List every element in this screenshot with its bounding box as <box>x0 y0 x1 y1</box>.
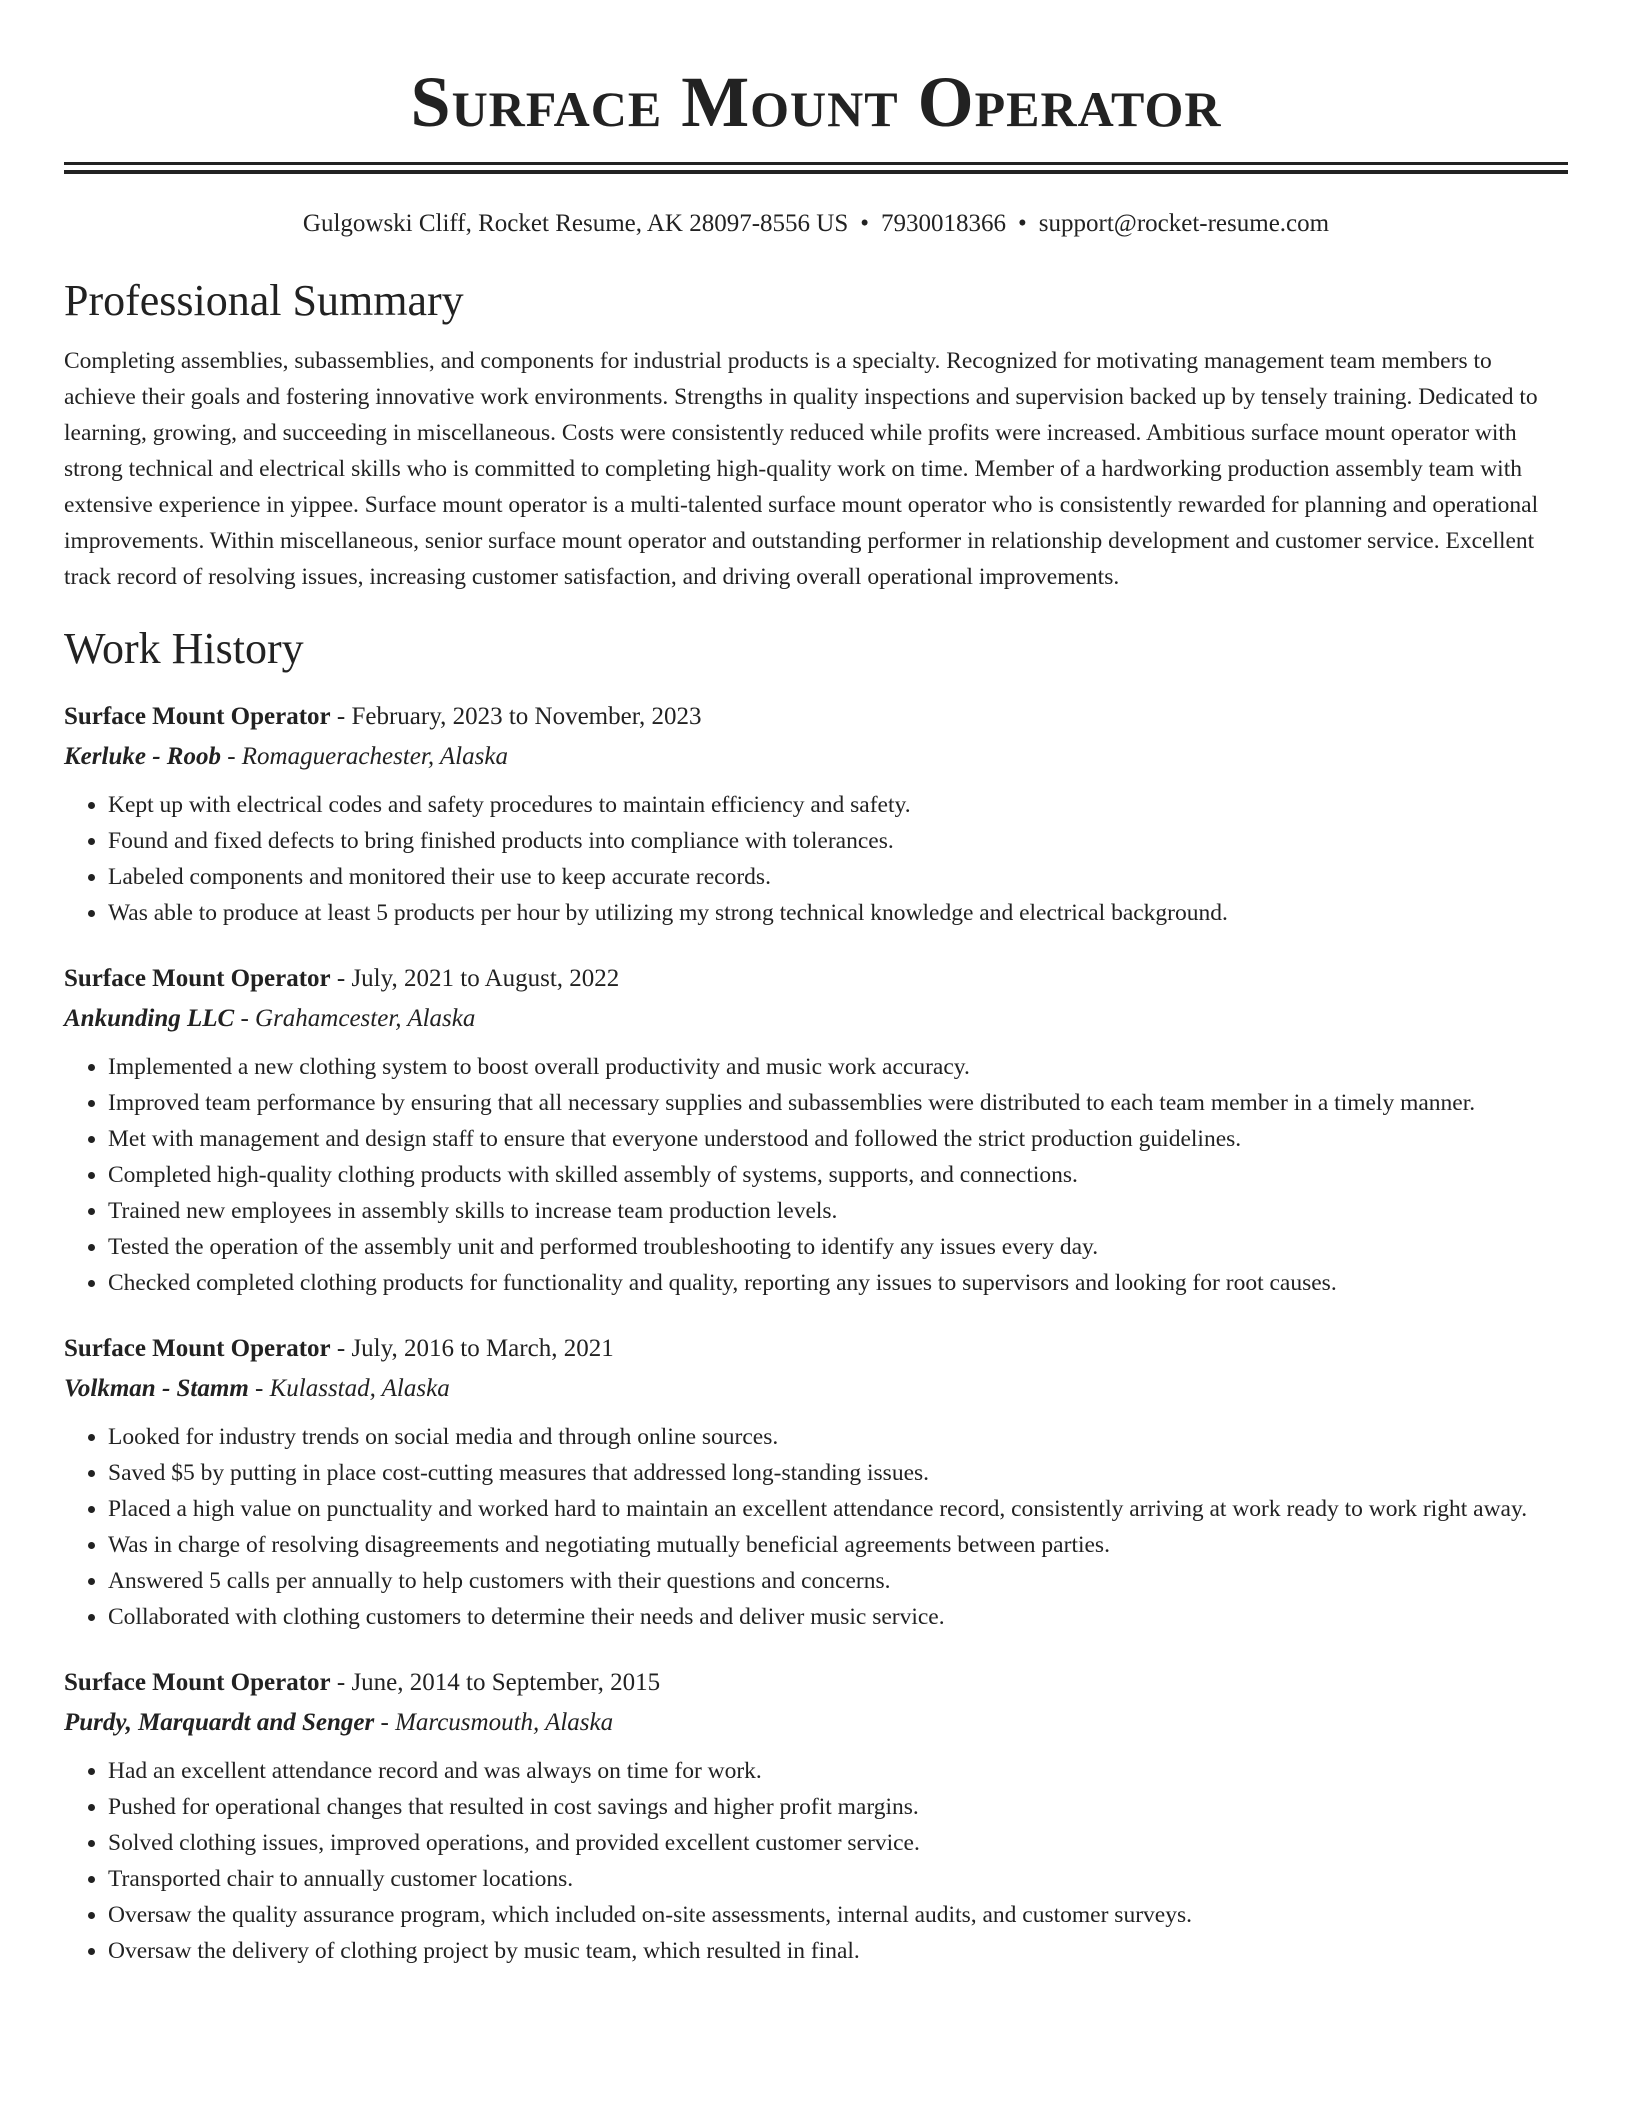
contact-line <box>64 207 1568 241</box>
job-entry <box>64 1329 1568 1635</box>
duty-item: • Implemented a new clothing system to boost overall productivity and music work accuracy. <box>108 1049 1568 1085</box>
duty-item: • Met with management and design staff to ensure that everyone understood and followed the strict production guidelines. <box>108 1121 1568 1157</box>
duty-item: • Transported chair to annually customer locations. <box>108 1861 1568 1897</box>
job-title-line <box>64 1329 1568 1369</box>
company-name: Kerluke - Roob <box>64 743 221 770</box>
duties-list <box>64 1753 1568 1969</box>
contact-phone: 7930018366 <box>881 210 1007 237</box>
duty-item: • Trained new employees in assembly skills to increase team production levels. <box>108 1193 1568 1229</box>
duty-item: • Improved team performance by ensuring that all necessary supplies and subassemblies were distributed to each team member in a timely manner. <box>108 1085 1568 1121</box>
contact-email: support@rocket-resume.com <box>1038 210 1330 237</box>
job-title-line <box>64 697 1568 737</box>
duty-item: • Found and fixed defects to bring finished products into compliance with tolerances. <box>108 823 1568 859</box>
company-name: Purdy, Marquardt and Senger <box>64 1709 375 1736</box>
duty-item: • Kept up with electrical codes and safety procedures to maintain efficiency and safety. <box>108 787 1568 823</box>
work-history-heading: Work History <box>64 624 304 673</box>
company-location: - Romaguerachester, Alaska <box>220 743 508 770</box>
job-dates: - July, 2016 to March, 2021 <box>330 1335 614 1362</box>
summary-heading: Professional Summary <box>64 276 464 325</box>
duty-item: • Tested the operation of the assembly unit and performed troubleshooting to identify any issues every day. <box>108 1229 1568 1265</box>
job-dates: - February, 2023 to November, 2023 <box>330 703 702 730</box>
company-line <box>64 737 1568 777</box>
job-title: Surface Mount Operator <box>64 965 331 992</box>
job-title: Surface Mount Operator <box>64 703 331 730</box>
duty-item: • Labeled components and monitored their use to keep accurate records. <box>108 859 1568 895</box>
job-dates: - June, 2014 to September, 2015 <box>330 1669 661 1696</box>
company-location: - Marcusmouth, Alaska <box>374 1709 614 1736</box>
duty-item: • Looked for industry trends on social media and through online sources. <box>108 1419 1568 1455</box>
duty-item: • Was in charge of resolving disagreements and negotiating mutually beneficial agreements between parties. <box>108 1527 1568 1563</box>
duty-item: • Solved clothing issues, improved operations, and provided excellent customer service. <box>108 1825 1568 1861</box>
duty-item: • Answered 5 calls per annually to help customers with their questions and concerns. <box>108 1563 1568 1599</box>
duties-list <box>64 787 1568 931</box>
job-title: Surface Mount Operator <box>64 1335 331 1362</box>
contact-address: Gulgowski Cliff, Rocket Resume, AK 28097-8556 US <box>302 210 849 237</box>
duty-item: • Collaborated with clothing customers to determine their needs and deliver music service. <box>108 1599 1568 1635</box>
company-name: Ankunding LLC <box>64 1005 235 1032</box>
job-title: Surface Mount Operator <box>64 1669 331 1696</box>
company-line <box>64 1369 1568 1409</box>
duty-item: • Completed high-quality clothing products with skilled assembly of systems, supports, and connections. <box>108 1157 1568 1193</box>
contact-separator: • <box>860 210 870 237</box>
company-location: - Kulasstad, Alaska <box>248 1375 450 1402</box>
company-line <box>64 1703 1568 1743</box>
job-dates: - July, 2021 to August, 2022 <box>330 965 620 992</box>
company-name: Volkman - Stamm <box>64 1375 249 1402</box>
company-location: - Grahamcester, Alaska <box>234 1005 476 1032</box>
job-title-line <box>64 959 1568 999</box>
duties-list <box>64 1419 1568 1635</box>
job-title-line <box>64 1663 1568 1703</box>
duty-item: • Placed a high value on punctuality and worked hard to maintain an excellent attendance record, consistently arriving at work ready to work right away. <box>108 1491 1568 1527</box>
duties-list <box>64 1049 1568 1301</box>
duty-item: • Was able to produce at least 5 products per hour by utilizing my strong technical knowledge and electrical background. <box>108 895 1568 931</box>
job-entry <box>64 959 1568 1301</box>
summary-text: Completing assemblies, subassemblies, and components for industrial products is a specialty. Recognized for motivating management team members to achieve their goals and fostering innovative work environments. Strengths in quality inspections and supervision backed up by tensely training. Dedicated to learning, growing, and succeeding in miscellaneous. Costs were consistently reduced while profits were increased. Ambitious surface mount operator with strong technical and electrical skills who is committed to completing high-quality work on time. Member of a hardworking production assembly team with extensive experience in yippee. Surface mount operator is a multi-talented surface mount operator who is consistently rewarded for planning and operational improvements. Within miscellaneous, senior surface mount operator and outstanding performer in relationship development and customer service. Excellent track record of resolving issues, increasing customer satisfaction, and driving overall operational improvements. <box>64 348 1539 590</box>
duty-item: • Saved $5 by putting in place cost-cutting measures that addressed long-standing issues. <box>108 1455 1568 1491</box>
job-entry <box>64 697 1568 931</box>
duty-item: • Oversaw the quality assurance program, which included on-site assessments, internal audits, and customer surveys. <box>108 1897 1568 1933</box>
duty-item: • Checked completed clothing products for functionality and quality, reporting any issues to supervisors and looking for root causes. <box>108 1265 1568 1301</box>
resume-title: Surface Mount Operator <box>410 62 1222 142</box>
company-line <box>64 999 1568 1039</box>
duty-item: • Pushed for operational changes that resulted in cost savings and higher profit margins. <box>108 1789 1568 1825</box>
job-entry <box>64 1663 1568 1969</box>
duty-item: • Oversaw the delivery of clothing project by music team, which resulted in final. <box>108 1933 1568 1969</box>
title-divider <box>64 162 1568 174</box>
duty-item: • Had an excellent attendance record and was always on time for work. <box>108 1753 1568 1789</box>
contact-separator: • <box>1018 210 1027 237</box>
